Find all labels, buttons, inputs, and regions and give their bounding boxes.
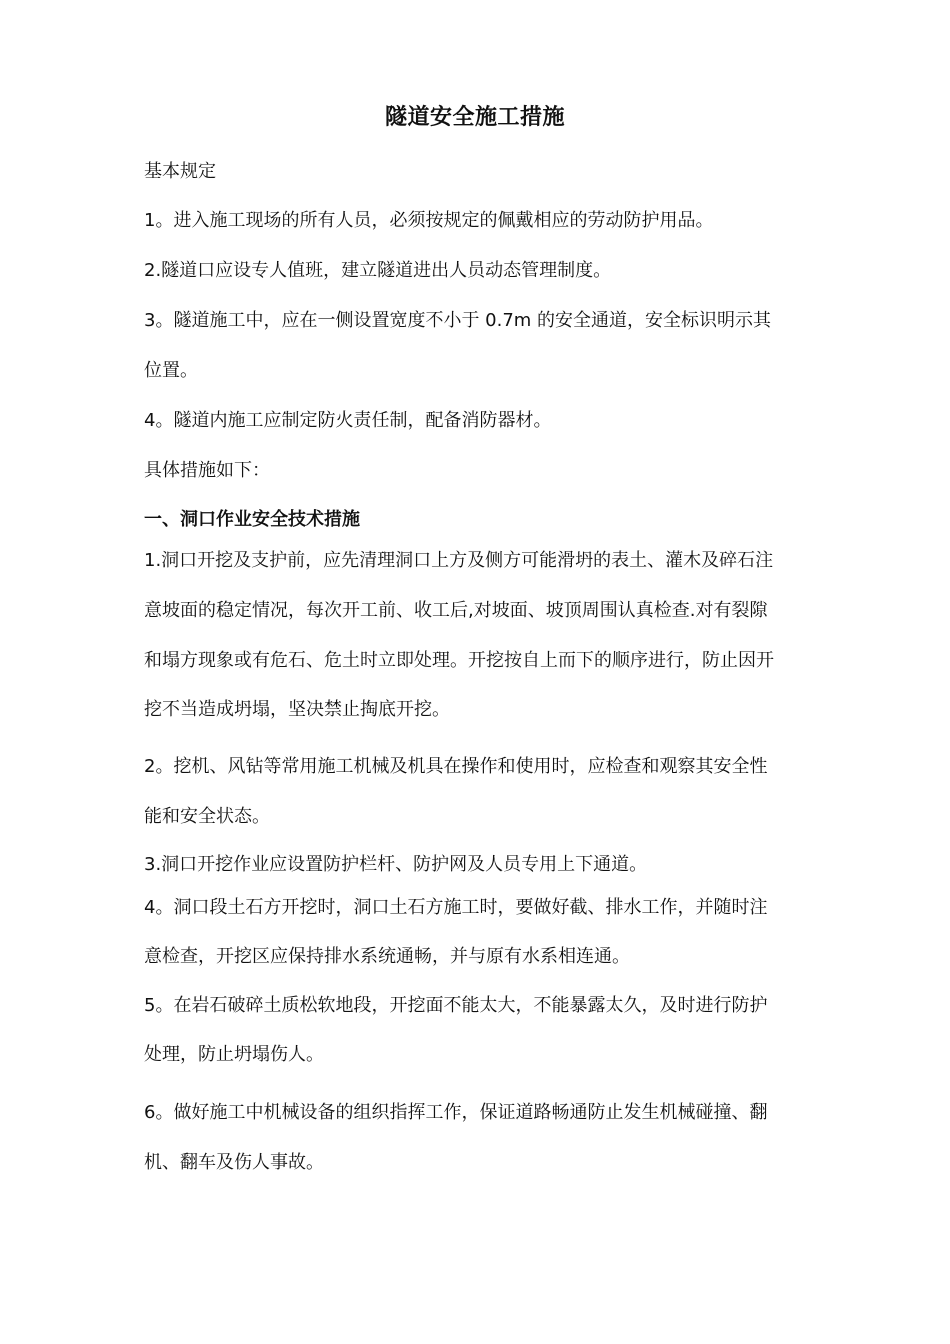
paragraph-line: 2.隧道口应设专人值班，建立隧道进出人员动态管理制度。 <box>144 260 612 281</box>
paragraph-line: 3。隧道施工中，应在一侧设置宽度不小于 0.7m 的安全通道，安全标识明示其 <box>144 310 772 331</box>
paragraph-line: 3.洞口开挖作业应设置防护栏杆、防护网及人员专用上下通道。 <box>144 854 648 875</box>
paragraph-line: 意坡面的稳定情况，每次开工前、收工后,对坡面、坡顶周围认真检查.对有裂隙 <box>144 600 768 621</box>
paragraph-line: 机、翻车及伤人事故。 <box>144 1152 324 1173</box>
section-heading: 一、洞口作业安全技术措施 <box>144 509 360 530</box>
paragraph-line: 6。做好施工中机械设备的组织指挥工作，保证道路畅通防止发生机械碰撞、翻 <box>144 1102 768 1123</box>
paragraph-line: 具体措施如下： <box>144 460 270 481</box>
paragraph-line: 位置。 <box>144 360 198 381</box>
paragraph-line: 5。在岩石破碎土质松软地段，开挖面不能太大，不能暴露太久，及时进行防护 <box>144 995 768 1016</box>
paragraph-line: 1.洞口开挖及支护前，应先清理洞口上方及侧方可能滑坍的表土、灌木及碎石注 <box>144 550 774 571</box>
paragraph-line: 1。进入施工现场的所有人员，必须按规定的佩戴相应的劳动防护用品。 <box>144 210 714 231</box>
paragraph-line: 4。洞口段土石方开挖时，洞口土石方施工时，要做好截、排水工作，并随时注 <box>144 897 768 918</box>
document-title: 隧道安全施工措施 <box>384 105 565 130</box>
paragraph-line: 意检查，开挖区应保持排水系统通畅，并与原有水系相连通。 <box>144 946 630 967</box>
paragraph-line: 和塌方现象或有危石、危土时立即处理。开挖按自上而下的顺序进行，防止因开 <box>144 650 774 671</box>
paragraph-line: 处理，防止坍塌伤人。 <box>144 1044 324 1065</box>
paragraph-line: 4。隧道内施工应制定防火责任制，配备消防器材。 <box>144 410 552 431</box>
paragraph-line: 2。挖机、风钻等常用施工机械及机具在操作和使用时，应检查和观察其安全性 <box>144 756 768 777</box>
paragraph-line: 能和安全状态。 <box>144 806 270 827</box>
paragraph-line: 挖不当造成坍塌，坚决禁止掏底开挖。 <box>144 699 450 720</box>
section-basic-rules: 基本规定 <box>144 161 216 182</box>
